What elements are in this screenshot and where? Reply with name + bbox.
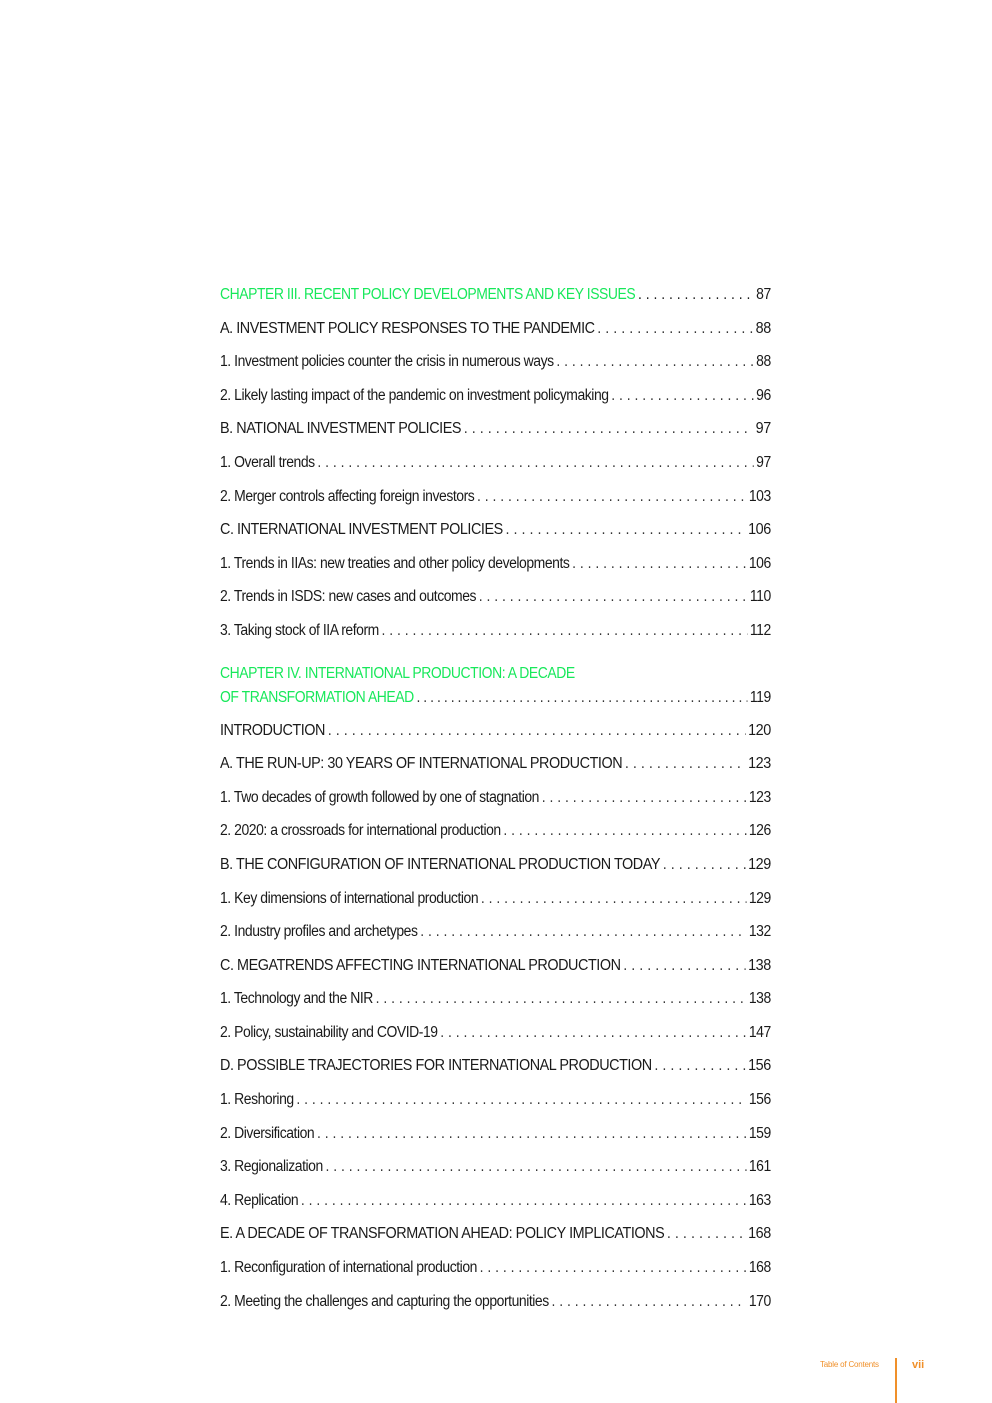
dot-leader: [638, 284, 754, 306]
dot-leader: [420, 921, 746, 943]
toc-entry-title: 2. 2020: a crossroads for international production: [220, 822, 501, 840]
dot-leader: [572, 553, 746, 575]
toc-entry-title: 1. Overall trends: [220, 453, 315, 471]
toc-entry-title: 1. Two decades of growth followed by one of stagnation: [220, 788, 540, 806]
toc-page-number: 123: [748, 755, 771, 773]
dot-leader: [654, 1055, 745, 1077]
toc-page-number: 161: [748, 1158, 771, 1176]
toc-entry-title: C. INTERNATIONAL INVESTMENT POLICIES: [220, 521, 503, 539]
dot-leader: [481, 888, 746, 910]
toc-entry[interactable]: [220, 820, 771, 854]
toc-entry-title: 2. Policy, sustainability and COVID-19: [220, 1023, 438, 1041]
toc-entry[interactable]: [220, 1190, 771, 1224]
toc-entry[interactable]: [220, 1291, 771, 1325]
dot-leader: [480, 1257, 747, 1279]
dot-leader: [503, 820, 746, 842]
toc-entry[interactable]: [220, 1257, 771, 1291]
dot-leader: [479, 586, 747, 608]
toc-entry[interactable]: [220, 1022, 771, 1056]
toc-page-number: 119: [749, 688, 771, 706]
toc-page-number: 163: [748, 1191, 771, 1209]
toc-entry[interactable]: [220, 753, 771, 787]
toc-chapter-heading[interactable]: [220, 284, 771, 318]
toc-entry-title: 2. Trends in ISDS: new cases and outcomes: [220, 588, 477, 606]
toc-page-number: 138: [748, 990, 771, 1008]
toc-entry[interactable]: [220, 988, 771, 1022]
toc-entry[interactable]: [220, 888, 771, 922]
toc-entry-title: 1. Technology and the NIR: [220, 990, 373, 1008]
dot-leader: [326, 1156, 747, 1178]
toc-chapter-title-continued: OF TRANSFORMATION AHEAD: [220, 688, 414, 706]
toc-entry[interactable]: [220, 1055, 771, 1089]
dot-leader: [556, 351, 753, 373]
dot-leader: [440, 1022, 746, 1044]
toc-page-number: 120: [748, 721, 771, 739]
toc-entry[interactable]: [220, 1089, 771, 1123]
dot-leader: [296, 1089, 746, 1111]
toc-entry-title: 2. Meeting the challenges and capturing the opportunities: [220, 1292, 549, 1310]
toc-page-number: 97: [756, 453, 771, 471]
dot-leader: [301, 1190, 746, 1212]
toc-entry-title: 1. Investment policies counter the crisis in numerous ways: [220, 353, 554, 371]
toc-page-number: 129: [748, 889, 771, 907]
dot-leader: [382, 620, 748, 642]
toc-page-number: 88: [755, 319, 771, 337]
footer-divider: [895, 1358, 897, 1403]
toc-entry-title: A. INVESTMENT POLICY RESPONSES TO THE PANDEMIC: [220, 319, 595, 337]
toc-page-number: 156: [748, 1057, 771, 1075]
toc-entry[interactable]: [220, 1123, 771, 1157]
toc-entry[interactable]: [220, 955, 771, 989]
toc-page-number: 159: [748, 1124, 771, 1142]
toc-page-number: 96: [756, 386, 771, 404]
toc-entry-title: 4. Replication: [220, 1191, 299, 1209]
toc-page-number: 97: [755, 420, 771, 438]
dot-leader: [416, 686, 747, 710]
toc-page-number: 168: [748, 1259, 771, 1277]
toc-entry-title: 3. Taking stock of IIA reform: [220, 621, 379, 639]
toc-page-number: 147: [748, 1023, 771, 1041]
dot-leader: [551, 1291, 746, 1313]
dot-leader: [663, 854, 746, 876]
dot-leader: [505, 519, 745, 541]
toc-entry[interactable]: [220, 1156, 771, 1190]
toc-entry[interactable]: [220, 318, 771, 352]
dot-leader: [667, 1223, 745, 1245]
toc-entry-title: 2. Likely lasting impact of the pandemic on investment policymaking: [220, 386, 609, 404]
dot-leader: [625, 753, 746, 775]
toc-entry[interactable]: [220, 452, 771, 486]
toc-page-number: 156: [748, 1091, 771, 1109]
toc-page-number: 110: [749, 588, 771, 606]
toc-page-number: 138: [748, 956, 771, 974]
toc-chapter-title: CHAPTER IV. INTERNATIONAL PRODUCTION: A DECADE: [220, 664, 575, 682]
toc-entry-title: D. POSSIBLE TRAJECTORIES FOR INTERNATIONAL PRODUCTION: [220, 1057, 652, 1075]
toc-entry-title: 1. Key dimensions of international production: [220, 889, 479, 907]
table-of-contents: [220, 284, 771, 1324]
toc-entry[interactable]: [220, 418, 771, 452]
toc-page-number: 112: [749, 621, 771, 639]
toc-entry-title: 3. Regionalization: [220, 1158, 323, 1176]
dot-leader: [317, 1123, 746, 1145]
toc-page-number: 88: [756, 353, 771, 371]
footer-page-number: vii: [912, 1359, 925, 1371]
dot-leader: [317, 452, 753, 474]
dot-leader: [542, 787, 746, 809]
toc-entry-title: 1. Trends in IIAs: new treaties and other policy developments: [220, 554, 570, 572]
toc-entry-title: INTRODUCTION: [220, 721, 325, 739]
dot-leader: [477, 486, 746, 508]
dot-leader: [597, 318, 753, 340]
toc-entry-title: C. MEGATRENDS AFFECTING INTERNATIONAL PRODUCTION: [220, 956, 621, 974]
toc-chapter-title: CHAPTER III. RECENT POLICY DEVELOPMENTS AND KEY ISSUES: [220, 286, 636, 303]
toc-entry[interactable]: [220, 553, 771, 587]
toc-entry[interactable]: [220, 486, 771, 520]
toc-page-number: 168: [748, 1225, 771, 1243]
toc-entry[interactable]: [220, 854, 771, 888]
dot-leader: [611, 385, 753, 407]
toc-entry[interactable]: [220, 351, 771, 385]
toc-page-number: 123: [748, 788, 771, 806]
toc-entry-title: 1. Reshoring: [220, 1091, 294, 1109]
toc-entry[interactable]: [220, 620, 771, 654]
dot-leader: [328, 720, 746, 742]
toc-page-number: 129: [748, 855, 771, 873]
toc-page-number: 103: [748, 487, 771, 505]
toc-entry-title: A. THE RUN-UP: 30 YEARS OF INTERNATIONAL PRODUCTION: [220, 755, 623, 773]
toc-page-number: 106: [748, 554, 771, 572]
toc-page-number: 126: [748, 822, 771, 840]
toc-entry[interactable]: [220, 1223, 771, 1257]
toc-entry-title: E. A DECADE OF TRANSFORMATION AHEAD: POLICY IMPLICATIONS: [220, 1225, 665, 1243]
footer-section-label: Table of Contents: [820, 1360, 879, 1369]
toc-chapter-heading[interactable]: [220, 662, 771, 720]
toc-entry[interactable]: [220, 385, 771, 419]
toc-page-number: 106: [748, 521, 771, 539]
toc-entry[interactable]: [220, 921, 771, 955]
toc-entry[interactable]: [220, 586, 771, 620]
toc-page-number: 87: [756, 286, 771, 303]
toc-entry-title: 2. Merger controls affecting foreign investors: [220, 487, 475, 505]
toc-entry-title: 1. Reconfiguration of international production: [220, 1259, 477, 1277]
toc-entry-title: B. NATIONAL INVESTMENT POLICIES: [220, 420, 462, 438]
toc-page-number: 170: [748, 1292, 771, 1310]
toc-entry-title: 2. Diversification: [220, 1124, 315, 1142]
toc-entry-title: B. THE CONFIGURATION OF INTERNATIONAL PRODUCTION TODAY: [220, 855, 661, 873]
dot-leader: [623, 955, 745, 977]
toc-entry[interactable]: [220, 787, 771, 821]
toc-entry[interactable]: [220, 519, 771, 553]
dot-leader: [376, 988, 747, 1010]
toc-entry[interactable]: [220, 720, 771, 754]
toc-page-number: 132: [748, 923, 771, 941]
toc-entry-title: 2. Industry profiles and archetypes: [220, 923, 418, 941]
dot-leader: [464, 418, 753, 440]
